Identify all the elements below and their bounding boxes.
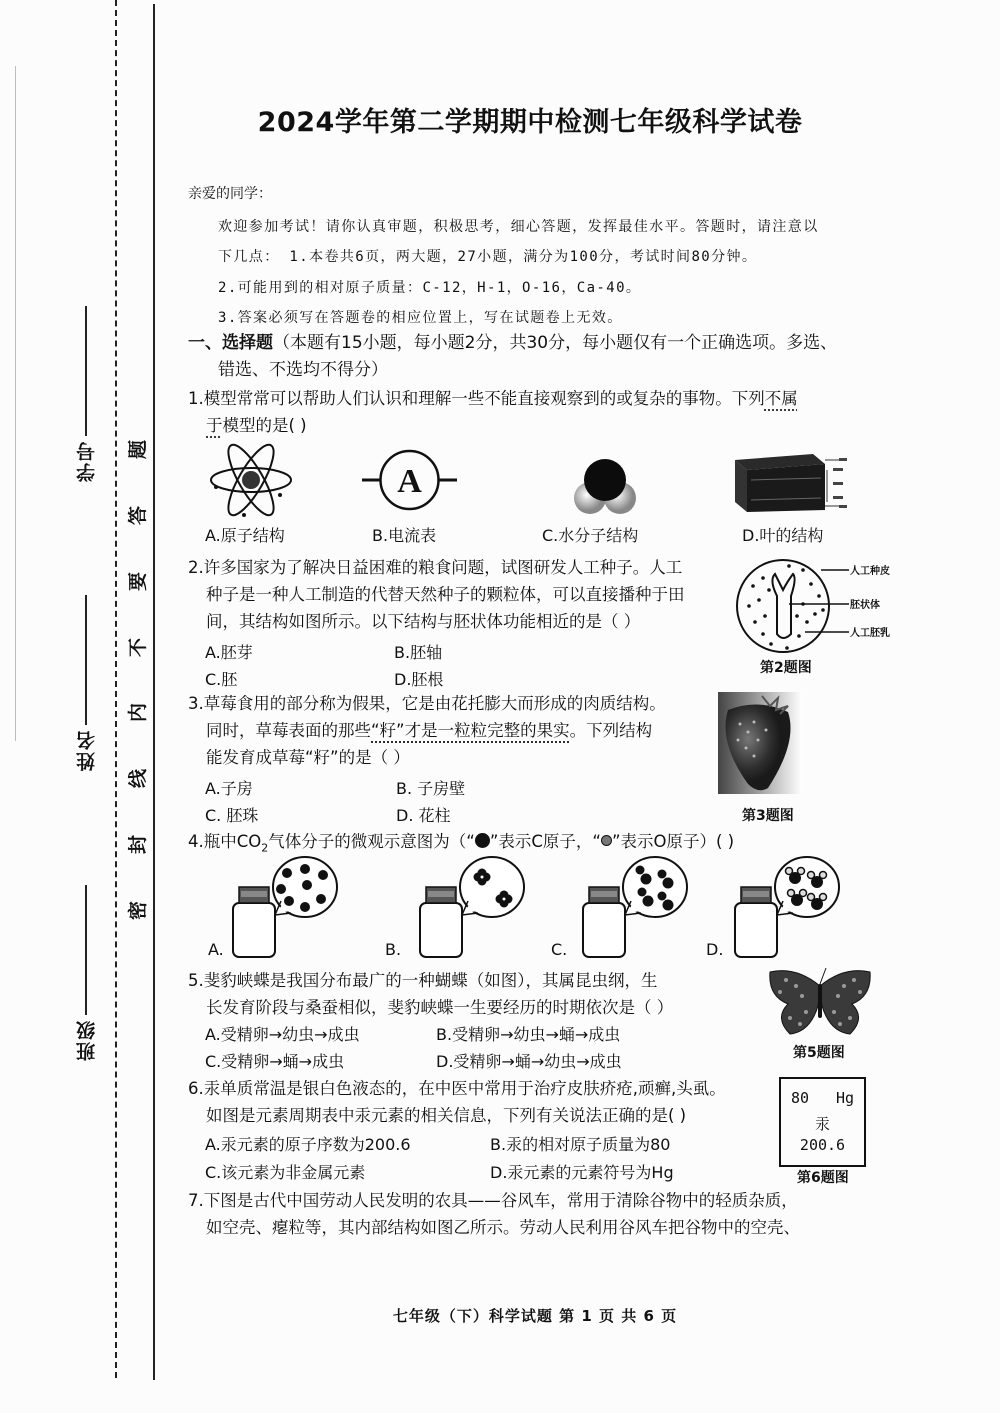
embryoid-label: 胚状体 (850, 600, 880, 611)
section-heading (188, 330, 900, 384)
bottle-c-figure (583, 857, 687, 957)
oxygen-atom (820, 894, 827, 901)
q3-figure-caption: 第3题图 (742, 808, 794, 824)
water-molecule-icon (572, 458, 638, 516)
seal-char: 要 (127, 571, 150, 591)
leaf-structure-icon (735, 452, 850, 512)
bottle-cap-shine (241, 891, 267, 897)
atomic-number: 80 (791, 1089, 810, 1107)
atom (300, 864, 310, 874)
q1-text: 1.模型常常可以帮助人们认识和理解一些不能直接观察到的或复杂的事物。下列 (188, 389, 765, 408)
class-field[interactable] (56, 885, 116, 1061)
question-6 (188, 1075, 788, 1129)
oxygen-atom (788, 890, 795, 897)
atom (302, 880, 312, 890)
oxygen-atom (798, 868, 805, 875)
seal-char: 密 (127, 900, 150, 920)
q4-text: 气体分子的微观示意图为（“ (268, 832, 475, 851)
artificial-seed-figure (735, 556, 905, 656)
student-name-blank[interactable] (85, 595, 87, 725)
q5-figure-caption: 第5题图 (793, 1045, 845, 1061)
atom-center (481, 876, 484, 879)
seal-char: 线 (127, 769, 150, 789)
atom (636, 866, 645, 875)
q1-emphasis: 于 (206, 416, 223, 435)
seal-char: 答 (127, 505, 150, 525)
class-blank[interactable] (85, 885, 87, 1015)
page-footer: 七年级（下）科学试题 第 1 页 共 6 页 (392, 1307, 678, 1325)
q5-text: 长发育阶段与桑蚕相似，斐豹峡蝶一生要经历的时期依次是（ ） (206, 998, 674, 1017)
q4-option-b[interactable]: B. (385, 940, 402, 959)
q6-text: 6.汞单质常温是银白色液态的，在中医中常用于治疗皮肤疥疮,顽癣,头虱。 (188, 1079, 726, 1098)
student-name-label: 姓名 (75, 729, 98, 771)
atom (643, 896, 654, 907)
student-id-label: 学号 (75, 440, 98, 482)
butterfly-photo (766, 966, 874, 1038)
q1-emphasis: 不属 (764, 389, 798, 408)
atomic-mass: 200.6 (799, 1136, 846, 1154)
mercury-element-card (779, 1077, 866, 1167)
q1-option-b[interactable]: B.电流表 (372, 526, 437, 545)
q2-text: 种子是一种人工制造的代替天然种子的颗粒体，可以直接播种于田 (206, 585, 685, 604)
bottle-d-figure (735, 857, 839, 957)
class-label: 班级 (75, 1019, 98, 1061)
seal-char: 内 (127, 703, 150, 723)
question-5 (188, 967, 768, 1021)
q4-bottle-figures (190, 855, 900, 965)
bottle-a-figure (233, 857, 337, 957)
q6-option-d[interactable]: D.汞元素的元素符号为Hg (490, 1163, 674, 1182)
q4-subscript: 2 (261, 841, 269, 855)
q5-option-b[interactable]: B.受精卵→幼虫→蛹→成虫 (436, 1025, 621, 1044)
artificial-seed-diagram (735, 556, 905, 656)
q2-text: 2.许多国家为了解决日益困难的粮食问题，试图研发人工种子。人工 (188, 558, 683, 577)
q6-option-a[interactable]: A.汞元素的原子序数为200.6 (205, 1135, 411, 1154)
q3-text: 。下列结构 (569, 721, 653, 740)
q2-option-d[interactable]: D.胚根 (394, 670, 444, 689)
instructions-greeting: 亲爱的同学： (188, 186, 272, 202)
exam-title: 2024学年第二学期期中检测七年级科学试卷 (257, 107, 803, 138)
q2-text: 间，其结构如图所示。以下结构与胚状体功能相近的是（ ） (206, 612, 641, 631)
question-1 (188, 385, 900, 439)
oxygen-atom (800, 890, 807, 897)
instructions-line: 2.可能用到的相对原子质量：C-12，H-1，O-16，Ca-40。 (218, 280, 642, 296)
bottle-body (233, 903, 275, 957)
element-symbol: Hg (835, 1089, 854, 1107)
atom (641, 874, 652, 885)
strawberry-photo (718, 692, 802, 794)
ammeter-symbol: A (397, 463, 422, 500)
atom (663, 900, 674, 911)
seal-char: 题 (127, 439, 150, 460)
atom (318, 870, 328, 880)
q1-option-a[interactable]: A.原子结构 (205, 526, 285, 545)
question-3 (188, 690, 718, 771)
bottle-cap-shine (743, 891, 769, 897)
oxygen-atom (808, 872, 815, 879)
bottle-b-figure (420, 857, 524, 957)
q2-figure-caption: 第2题图 (760, 660, 812, 676)
q6-option-b[interactable]: B.汞的相对原子质量为80 (490, 1135, 671, 1154)
carbon-atom-icon (475, 833, 490, 848)
q3-option-d[interactable]: D. 花柱 (396, 806, 451, 825)
section-desc: （本题有15小题，每小题2分，共30分，每小题仅有一个正确选项。多选、 (273, 333, 838, 353)
bottle-body (420, 903, 462, 957)
atom-center (503, 898, 506, 901)
seal-line-notice (125, 440, 153, 920)
seed-coat-label: 人工种皮 (850, 566, 890, 577)
oxygen-atom (808, 894, 815, 901)
q2-option-b[interactable]: B.胚轴 (394, 643, 443, 662)
q6-text: 如图是元素周期表中汞元素的相关信息，下列有关说法正确的是( ) (206, 1106, 687, 1125)
q1-option-d[interactable]: D.叶的结构 (742, 526, 824, 545)
q3-emphasis: “籽”才是一粒粒完整的果实 (371, 721, 570, 740)
oxygen-atom (820, 872, 827, 879)
section-desc: 错选、不选均不得分） (218, 360, 388, 380)
q6-figure-caption: 第6题图 (797, 1170, 849, 1186)
q5-text: 5.斐豹峡蝶是我国分布最广的一种蝴蝶（如图），其属昆虫纲，生 (188, 971, 658, 990)
q3-option-b[interactable]: B. 子房壁 (396, 779, 466, 798)
student-id-blank[interactable] (85, 306, 87, 436)
oxygen-atom (786, 868, 793, 875)
student-id-field[interactable] (56, 306, 116, 482)
element-name: 汞 (814, 1115, 830, 1133)
bottle-body (583, 903, 625, 957)
ammeter-symbol-icon (362, 450, 457, 510)
q5-option-d[interactable]: D.受精卵→蛹→幼虫→成虫 (436, 1052, 622, 1071)
q4-option-c[interactable]: C. (551, 940, 568, 959)
student-name-field[interactable] (56, 595, 116, 771)
instructions-line: 3.答案必须写在答题卷的相应位置上，写在试题卷上无效。 (218, 310, 623, 326)
binding-solid-line (153, 4, 155, 1380)
atom (658, 870, 667, 879)
question-7 (188, 1187, 908, 1241)
seal-char: 封 (127, 835, 150, 855)
atom (300, 902, 310, 912)
seal-char: 不 (127, 637, 150, 657)
section-title: 一、选择题 (188, 333, 273, 353)
q7-text: 7.下图是古代中国劳动人民发明的农具——谷风车，常用于清除谷物中的轻质杂质， (188, 1191, 798, 1210)
atom (276, 884, 286, 894)
oxygen-atom-icon (601, 835, 612, 846)
q3-text: 能发育成草莓“籽”的是（ ） (206, 748, 410, 767)
q3-text: 3.草莓食用的部分称为假果，它是由花托膨大而形成的肉质结构。 (188, 694, 666, 713)
q2-option-c[interactable]: C.胚 (205, 670, 238, 689)
endosperm-label: 人工胚乳 (850, 628, 890, 639)
q1-text: 模型的是( ) (222, 416, 307, 435)
atom-model-icon (206, 445, 296, 515)
q6-option-c[interactable]: C.该元素为非金属元素 (205, 1163, 366, 1182)
bottle-cap-shine (591, 891, 617, 897)
q4-text: ”表示O原子）( ) (611, 832, 735, 851)
atom (663, 878, 674, 889)
q4-text: ”表示C原子，“ (489, 832, 601, 851)
q3-option-a[interactable]: A.子房 (205, 779, 253, 798)
atom (284, 896, 294, 906)
bottle-cap-shine (428, 891, 454, 897)
q7-text: 如空壳、瘪粒等，其内部结构如图乙所示。劳动人民利用谷风车把谷物中的空壳、 (206, 1218, 800, 1237)
q4-text: 4.瓶中CO (188, 832, 262, 851)
q3-text: 同时，草莓表面的那些 (206, 721, 371, 740)
page-edge-line (15, 66, 16, 741)
q2-option-a[interactable]: A.胚芽 (205, 643, 253, 662)
instructions-line: 下几点： 1.本卷共6页，两大题，27小题，满分为100分，考试时间80分钟。 (218, 249, 758, 265)
atom (282, 868, 292, 878)
q4-option-d[interactable]: D. (706, 940, 724, 959)
question-2 (188, 554, 728, 635)
q1-option-c[interactable]: C.水分子结构 (542, 526, 639, 545)
instructions-line: 欢迎参加考试！请你认真审题，积极思考，细心答题，发挥最佳水平。答题时，请注意以 (218, 219, 819, 235)
q4-option-a[interactable]: A. (208, 940, 224, 959)
atom (316, 894, 326, 904)
q3-option-c[interactable]: C. 胚珠 (205, 806, 259, 825)
q5-option-c[interactable]: C.受精卵→蛹→成虫 (205, 1052, 345, 1071)
bottle-body (735, 903, 777, 957)
atom (658, 892, 667, 901)
q5-option-a[interactable]: A.受精卵→幼虫→成虫 (205, 1025, 360, 1044)
atom (638, 888, 647, 897)
